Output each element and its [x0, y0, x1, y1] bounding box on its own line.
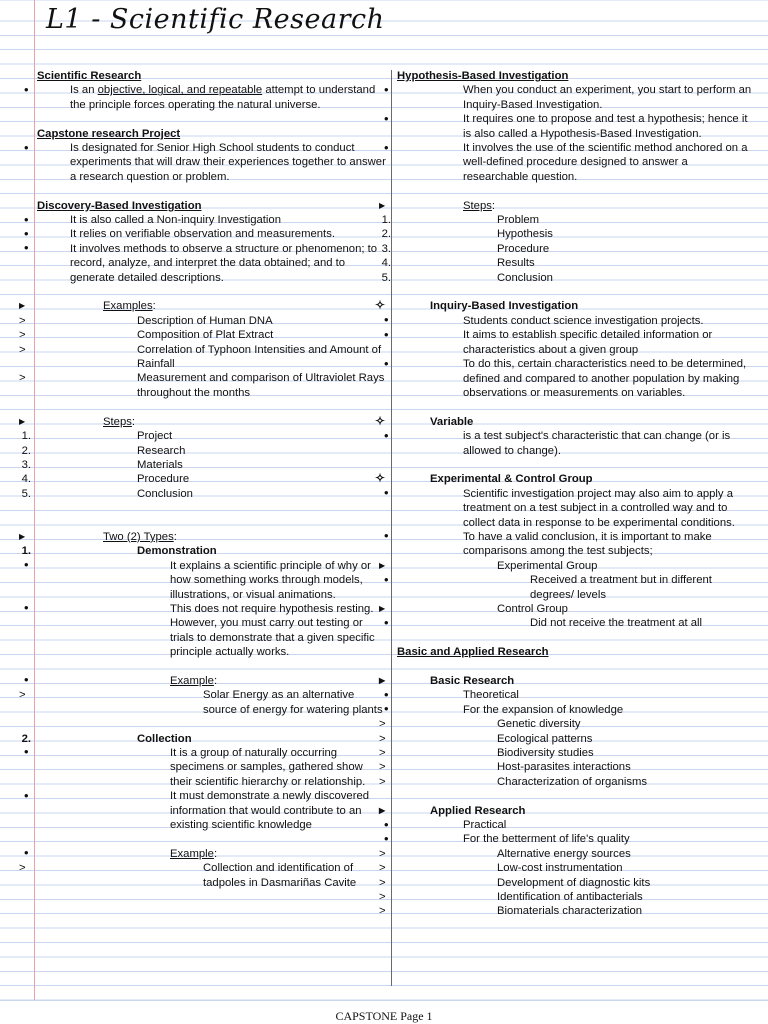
triangle-right-icon: ▶ — [379, 200, 386, 210]
triangle-right-icon: ▶ — [379, 805, 386, 815]
diamond-star-icon: ✧ — [375, 413, 386, 428]
chevron-right-icon: > — [379, 876, 386, 889]
basic-research-title: ▶ Basic Research — [379, 674, 515, 687]
right-column — [375, 69, 752, 919]
list-item: • It involves methods to observe a structure or phenomenon; to record, analyze, and interpret the data obtained; and to generate detailed descriptions. — [24, 240, 378, 284]
heading-basic-applied: Basic and Applied Research — [397, 646, 549, 659]
bullet-icon: • — [384, 830, 389, 846]
chevron-right-icon: > — [19, 372, 26, 385]
list-item: • Received a treatment but in different degrees/ levels — [384, 571, 712, 601]
list-item: 5. Conclusion — [21, 487, 193, 500]
bullet-icon: • — [384, 571, 389, 587]
heading-hypothesis-based: Hypothesis-Based Investigation — [397, 70, 569, 82]
diamond-star-icon: ✧ — [375, 298, 386, 313]
list-item: > Identification of antibacterials — [379, 891, 643, 904]
page-title: L1 - Scientific Research — [46, 4, 385, 35]
example-label: • Example: — [24, 845, 218, 861]
bullet-icon: • — [384, 816, 389, 832]
list-item: 4. Results — [381, 257, 535, 270]
chevron-right-icon: > — [19, 314, 26, 327]
steps-label: ▶ Steps: — [19, 415, 136, 428]
bullet-icon: • — [384, 139, 389, 155]
list-item: • It relies on verifiable observation and measurements. — [24, 225, 335, 241]
example-label: • Example: — [24, 672, 218, 688]
triangle-right-icon: ▶ — [379, 675, 386, 685]
bullet-icon: • — [24, 557, 29, 573]
column-divider — [391, 70, 392, 986]
bullet-icon: • — [24, 787, 29, 803]
list-item: > Characterization of organisms — [379, 775, 648, 788]
list-item: • It involves the use of the scientific method anchored on a well-defined procedure designed to answer a researchable question. — [384, 139, 748, 183]
control-group-label: ▶ Control Group — [379, 602, 568, 615]
page-footer: CAPSTONE Page 1 — [335, 1009, 433, 1023]
chevron-right-icon: > — [19, 862, 26, 875]
examples-label: ▶ Examples: — [19, 300, 156, 313]
heading-discovery-based: Discovery-Based Investigation — [37, 199, 202, 212]
bullet-icon: • — [384, 427, 389, 443]
list-item: > Description of Human DNA — [19, 314, 273, 327]
bullet-icon: • — [24, 845, 29, 861]
demonstration-title: 1. Demonstration — [21, 545, 217, 558]
triangle-right-icon: ▶ — [19, 416, 26, 426]
list-item: • It requires one to propose and test a hypothesis; hence it is also called a Hypothesis-Based Investigation. — [384, 110, 748, 140]
bullet-icon: • — [384, 355, 389, 371]
list-item: • When you conduct an experiment, you start to perform an Inquiry-Based Investigation. — [384, 81, 752, 111]
list-item: > Development of diagnostic kits — [379, 876, 651, 889]
list-item: > Alternative energy sources — [379, 847, 631, 860]
left-column — [19, 69, 387, 890]
list-item: > Low-cost instrumentation — [379, 862, 623, 875]
chevron-right-icon: > — [19, 329, 26, 342]
list-item: > Host-parasites interactions — [379, 761, 631, 774]
bullet-icon: • — [384, 614, 389, 630]
list-item: > Solar Energy as an alternative source of energy for watering plants — [19, 689, 383, 716]
list-item: 2. Hypothesis — [381, 228, 553, 241]
bullet-icon: • — [24, 139, 29, 155]
triangle-right-icon: ▶ — [19, 531, 26, 541]
list-item: • Did not receive the treatment at all — [384, 614, 703, 630]
list-item: • is a test subject's characteristic that can change (or is allowed to change). — [384, 427, 731, 457]
applied-research-title: ▶ Applied Research — [379, 804, 526, 817]
chevron-right-icon: > — [379, 862, 386, 875]
list-item: 2. Research — [21, 444, 186, 457]
list-item: • It aims to establish specific detailed information or characteristics about a given group — [384, 326, 713, 356]
list-item: > Biomaterials characterization — [379, 905, 643, 918]
list-item: • Is an objective, logical, and repeatable attempt to understand the principle forces operating the natural universe. — [24, 81, 376, 111]
list-item: 1. Problem — [381, 214, 540, 227]
chevron-right-icon: > — [379, 847, 386, 860]
list-item: • It is a group of naturally occurring specimens or samples, gathered show their scientific hierarchy or relationship. — [24, 744, 366, 788]
list-item: 3. Materials — [21, 458, 183, 471]
bullet-icon: • — [384, 485, 389, 501]
experimental-group-label: ▶ Experimental Group — [379, 559, 598, 572]
bullet-icon: • — [384, 312, 389, 328]
list-item: > Composition of Plat Extract — [19, 329, 274, 342]
chevron-right-icon: > — [379, 891, 386, 904]
list-item: > Correlation of Typhoon Intensities and Amount of Rainfall — [19, 343, 382, 371]
types-label: ▶ Two (2) Types: — [19, 530, 177, 543]
variable-title: ✧ Variable — [375, 413, 474, 428]
diamond-star-icon: ✧ — [375, 471, 386, 486]
chevron-right-icon: > — [379, 775, 386, 788]
chevron-right-icon: > — [379, 761, 386, 774]
list-item: • For the betterment of life's quality — [384, 830, 630, 846]
list-item: 5. Conclusion — [381, 271, 553, 284]
list-item: • Is designated for Senior High School students to conduct experiments that will draw their experiences together to answer a research question or problem. — [24, 139, 386, 183]
list-item: > Biodiversity studies — [379, 747, 594, 759]
bullet-icon: • — [384, 528, 389, 544]
bullet-icon: • — [24, 240, 29, 256]
list-item: • For the expansion of knowledge — [384, 701, 624, 717]
bullet-icon: • — [24, 81, 29, 97]
bullet-icon: • — [384, 686, 389, 702]
bullet-icon: • — [24, 600, 29, 616]
inquiry-based-title: ✧ Inquiry-Based Investigation — [375, 298, 579, 313]
steps-label: ▶ Steps: — [379, 199, 496, 212]
triangle-right-icon: ▶ — [379, 603, 386, 613]
chevron-right-icon: > — [19, 343, 26, 356]
heading-capstone-project: Capstone research Project — [37, 127, 181, 140]
bullet-icon: • — [24, 744, 29, 760]
list-item: 1. Project — [21, 430, 173, 443]
list-item: > Collection and identification of tadpoles in Dasmariñas Cavite — [19, 862, 357, 889]
chevron-right-icon: > — [379, 732, 386, 745]
triangle-right-icon: ▶ — [379, 560, 386, 570]
list-item: 4. Procedure — [21, 473, 190, 486]
chevron-right-icon: > — [19, 689, 26, 702]
list-item: • It must demonstrate a newly discovered information that would contribute to an existing scientific knowledge — [24, 787, 370, 831]
bullet-icon: • — [24, 225, 29, 241]
heading-scientific-research: Scientific Research — [37, 70, 142, 82]
list-item: > Ecological patterns — [379, 732, 593, 745]
red-margin-line — [34, 0, 35, 1000]
bullet-icon: • — [24, 211, 29, 227]
collection-title: 2. Collection — [21, 732, 192, 745]
experimental-control-title: ✧ Experimental & Control Group — [375, 471, 593, 486]
list-item: • Theoretical — [384, 686, 519, 702]
list-item: • This does not require hypothesis resting. However, you must carry out testing or trials to demonstrate that a given specific principle actually works. — [24, 600, 375, 659]
list-item: 3. Procedure — [381, 242, 550, 255]
list-item: • To have a valid conclusion, it is important to make comparisons among the test subjects; — [384, 528, 712, 558]
chevron-right-icon: > — [379, 905, 386, 918]
chevron-right-icon: > — [379, 718, 386, 731]
bullet-icon: • — [384, 110, 389, 126]
bullet-icon: • — [384, 326, 389, 342]
list-item: • Scientific investigation project may also aim to apply a treatment on a test subject in a controlled way and to collect data in response to be experimental conditions. — [384, 485, 735, 529]
bullet-icon: • — [24, 672, 29, 688]
list-item: > Measurement and comparison of Ultraviolet Rays throughout the months — [19, 372, 385, 399]
list-item: > Genetic diversity — [379, 718, 581, 731]
bullet-icon: • — [384, 81, 389, 97]
chevron-right-icon: > — [379, 747, 386, 759]
list-item: • Students conduct science investigation projects. — [384, 312, 704, 328]
triangle-right-icon: ▶ — [19, 301, 26, 311]
list-item: • It is also called a Non-inquiry Investigation — [24, 211, 281, 227]
list-item: • To do this, certain characteristics need to be determined, defined and compared to another population by making observations or measurements on variables. — [384, 355, 747, 399]
list-item: • Practical — [384, 816, 507, 832]
bullet-icon: • — [384, 701, 389, 717]
list-item: • It explains a scientific principle of why or how something works through models, illustrations, or visual animations. — [24, 557, 371, 601]
